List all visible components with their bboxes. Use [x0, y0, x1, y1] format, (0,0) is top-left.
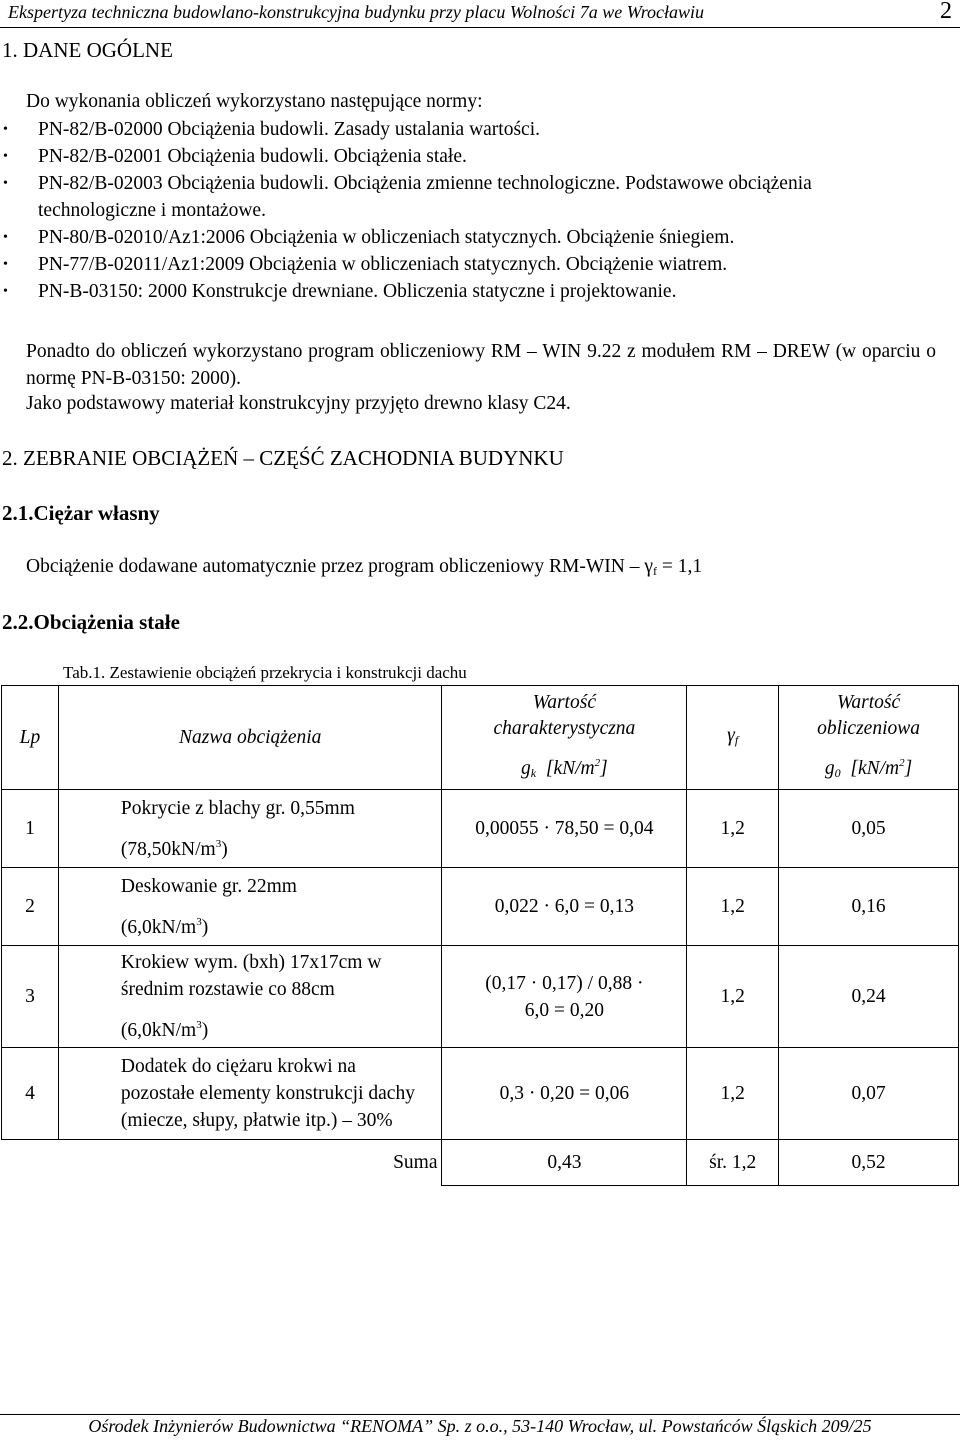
row-name: Pokrycie z blachy gr. 0,55mm $(78,50kN/m^3)$ — [58, 790, 442, 868]
subsection-heading-self-weight: 2.1.Ciężar własny — [2, 501, 160, 525]
header-name: Nazwa obciążenia — [58, 686, 442, 790]
sum-gamma: śr. 1,2 — [687, 1140, 779, 1186]
row-gamma: 1,2 — [687, 790, 779, 868]
footer-divider — [0, 1414, 960, 1415]
section-heading-loads: 2. ZEBRANIE OBCIĄŻEŃ – CZĘŚĆ ZACHODNIA BUDYNKU — [2, 446, 564, 470]
norms-intro-text: Do wykonania obliczeń wykorzystano następujące normy: — [26, 91, 483, 112]
row-characteristic: 0,3 · 0,20 = 0,06 — [442, 1048, 687, 1140]
self-weight-text: Obciążenie dodawane automatycznie przez program obliczeniowy $RM-WIN - \gamma_f = 1,1$ — [26, 556, 703, 578]
bullet-icon: • — [3, 284, 8, 299]
norm-item: • PN-82/B-02001 Obciążenia budowli. Obciążenia stałe. — [0, 143, 935, 170]
row-lp: 2 — [2, 868, 59, 946]
section-heading-general-data: 1. DANE OGÓLNE — [2, 38, 173, 62]
document-header-title: Ekspertyza techniczna budowlano-konstrukcyjna budynku przy placu Wolności 7a we Wrocławiu — [8, 2, 705, 22]
header-characteristic: Wartość charakterystyczna $g_k$ $[kN/m^2]$ — [442, 686, 687, 790]
row-calculated: 0,16 — [779, 868, 959, 946]
norm-item: • PN-82/B-02003 Obciążenia budowli. Obciążenia zmienne technologiczne. Podstawowe obciążenia technologiczne i montażowe. — [0, 170, 893, 224]
row-name: Dodatek do ciężaru krokwi na pozostałe elementy konstrukcji dachy (miecze, słupy, płatwie itp.) – 30% — [58, 1048, 442, 1140]
subsection-heading-permanent-loads: 2.2.Obciążenia stałe — [2, 610, 180, 634]
row-gamma: 1,2 — [687, 1048, 779, 1140]
header-calculated: Wartość obliczeniowa $g_0$ $[kN/m^2]$ — [779, 686, 959, 790]
footer-company: Ośrodek Inżynierów Budownictwa “RENOMA” Sp. z o.o., 53-140 Wrocław, ul. Powstańców Śląskich 209/25 — [88, 1416, 872, 1436]
sum-calculated: 0,52 — [779, 1140, 959, 1186]
row-calculated: 0,24 — [779, 946, 959, 1048]
row-gamma: 1,2 — [687, 868, 779, 946]
program-paragraph: Ponadto do obliczeń wykorzystano program obliczeniowy RM – WIN 9.22 z modułem RM – DREW (w oparciu o normę PN-B-03150: 2000). — [26, 341, 936, 389]
bullet-icon: • — [3, 230, 8, 245]
header-divider — [0, 27, 960, 28]
row-characteristic: 0,00055 · 78,50 = 0,04 — [442, 790, 687, 868]
bullet-icon: • — [3, 176, 8, 191]
table-row — [2, 868, 959, 946]
table-row — [2, 790, 959, 868]
bullet-icon: • — [3, 149, 8, 164]
row-characteristic: (0,17 · 0,17) / 0,88 · 6,0 = 0,20 — [442, 946, 687, 1048]
loads-table — [1, 685, 959, 1186]
sum-characteristic: 0,43 — [442, 1140, 687, 1186]
norm-item: • PN-77/B-02011/Az1:2009 Obciążenia w obliczeniach statycznych. Obciążenie wiatrem. — [0, 251, 935, 278]
row-gamma: 1,2 — [687, 946, 779, 1048]
table-row — [2, 1048, 959, 1140]
norms-list — [0, 116, 935, 305]
norm-item: • PN-B-03150: 2000 Konstrukcje drewniane. Obliczenia statyczne i projektowanie. — [0, 278, 935, 305]
row-lp: 1 — [2, 790, 59, 868]
row-calculated: 0,07 — [779, 1048, 959, 1140]
material-paragraph: Jako podstawowy materiał konstrukcyjny przyjęto drewno klasy C24. — [26, 393, 571, 414]
bullet-icon: • — [3, 122, 8, 137]
sum-label: Suma — [58, 1140, 442, 1186]
row-calculated: 0,05 — [779, 790, 959, 868]
table-caption: Tab.1. Zestawienie obciążeń przekrycia i konstrukcji dachu — [63, 663, 467, 682]
row-characteristic: 0,022 · 6,0 = 0,13 — [442, 868, 687, 946]
header-lp: Lp — [2, 686, 59, 790]
header-gamma: $\gamma_f$ — [687, 686, 779, 790]
table-sum-row — [2, 1140, 959, 1186]
bullet-icon: • — [3, 257, 8, 272]
table-row — [2, 946, 959, 1048]
row-name: Deskowanie gr. 22mm $(6,0kN/m^3)$ — [58, 868, 442, 946]
norm-item: • PN-82/B-02000 Obciążenia budowli. Zasady ustalania wartości. — [0, 116, 935, 143]
table-header-row — [2, 686, 959, 790]
row-lp: 4 — [2, 1048, 59, 1140]
norm-item: • PN-80/B-02010/Az1:2006 Obciążenia w obliczeniach statycznych. Obciążenie śniegiem. — [0, 224, 935, 251]
page-number: 2 — [940, 0, 952, 24]
row-name: Krokiew wym. (bxh) 17x17cm w średnim rozstawie co 88cm $(6,0kN/m^3)$ — [58, 946, 442, 1048]
row-lp: 3 — [2, 946, 59, 1048]
